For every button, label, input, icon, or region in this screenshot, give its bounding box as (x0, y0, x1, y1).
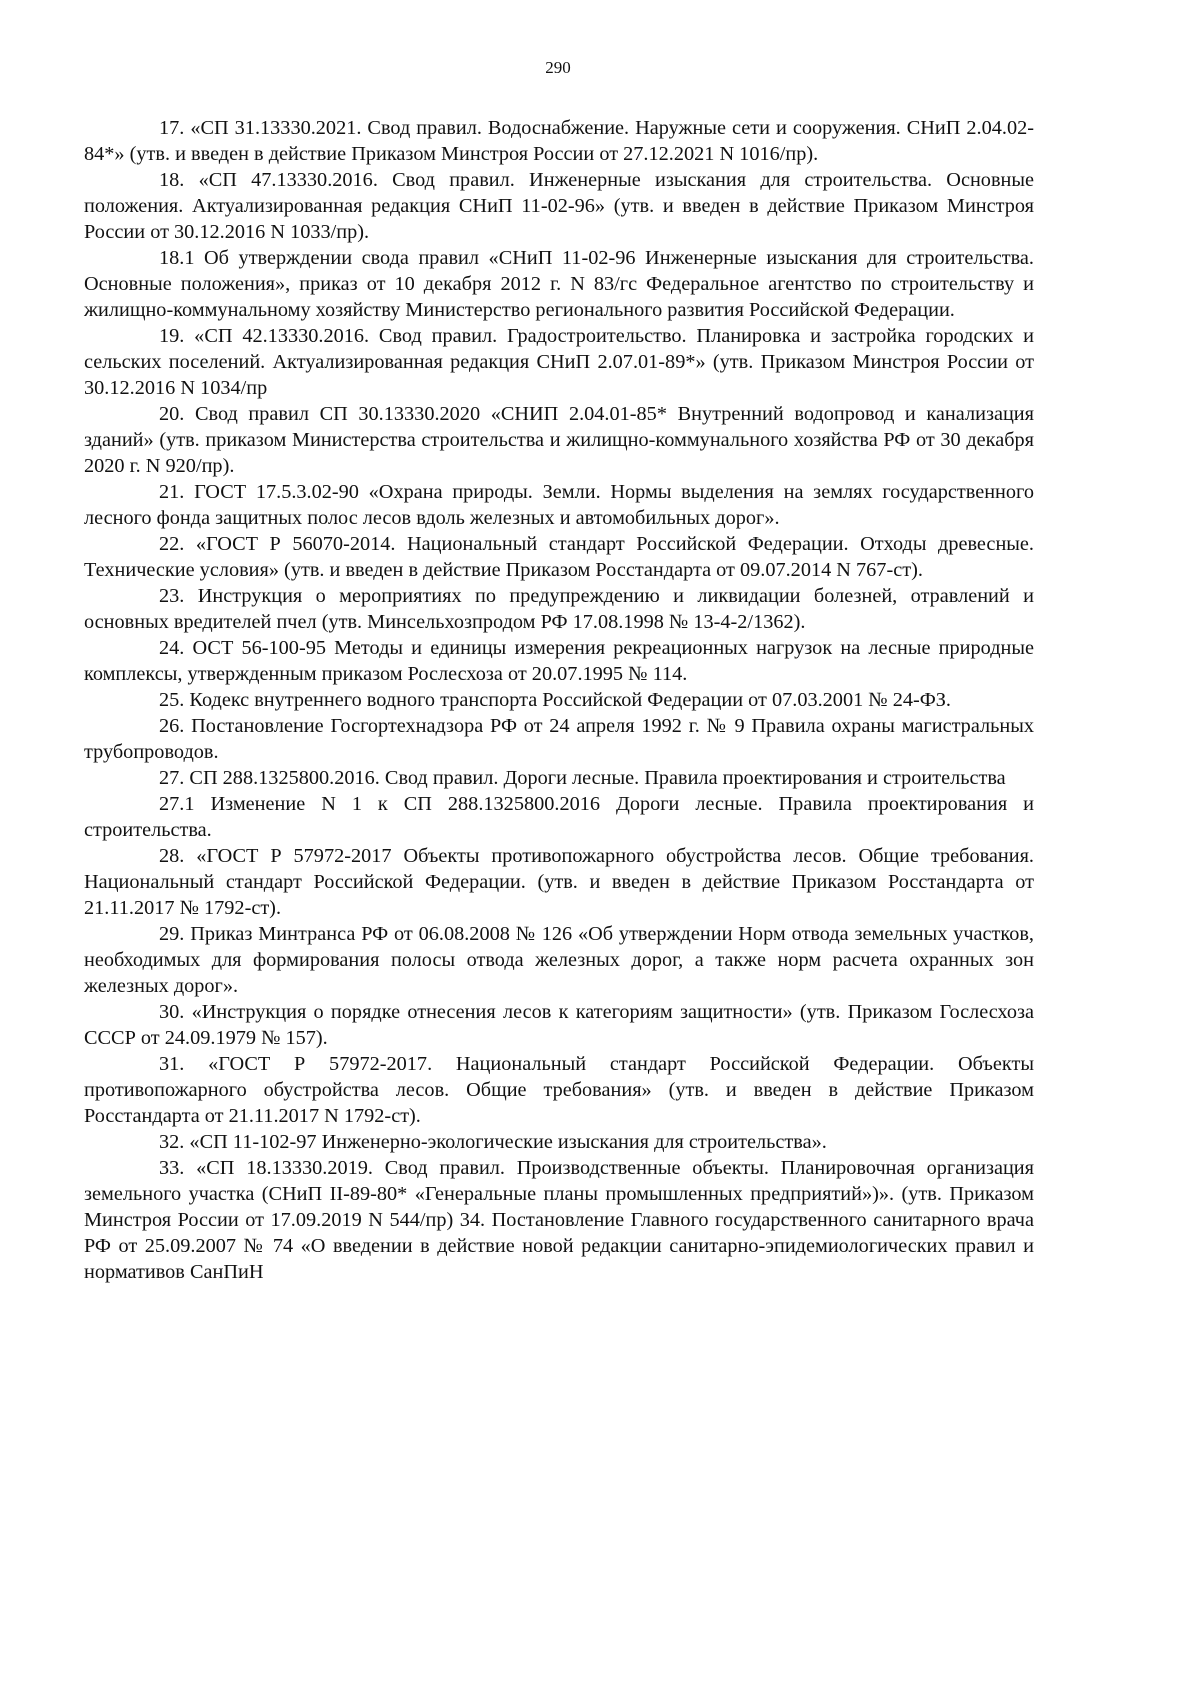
list-item: 22. «ГОСТ Р 56070-2014. Национальный стандарт Российской Федерации. Отходы древесные. Технические условия» (утв. и введен в действие Приказом Росстандарта от 09.07.2014 N 767-ст). (84, 533, 1034, 581)
list-item: 18.1 Об утверждении свода правил «СНиП 11-02-96 Инженерные изыскания для строительства. Основные положения», приказ от 10 декабря 2012 г. N 83/гс Федеральное агентство по строительству и жилищно-коммунальному хозяйству Министерство регионального развития Российской Федерации. (84, 247, 1034, 321)
list-item: 24. ОСТ 56-100-95 Методы и единицы измерения рекреационных нагрузок на лесные природные комплексы, утвержденным приказом Рослесхоза от 20.07.1995 № 114. (84, 637, 1034, 685)
list-item: 17. «СП 31.13330.2021. Свод правил. Водоснабжение. Наружные сети и сооружения. СНиП 2.04.02-84*» (утв. и введен в действие Приказом Минстроя России от 27.12.2021 N 1016/пр). (84, 117, 1034, 165)
list-item: 30. «Инструкция о порядке отнесения лесов к категориям защитности» (утв. Приказом Гослесхоза СССР от 24.09.1979 № 157). (84, 1001, 1034, 1049)
document-body (84, 115, 1034, 1285)
list-item: 20. Свод правил СП 30.13330.2020 «СНИП 2.04.01-85* Внутренний водопровод и канализация зданий» (утв. приказом Министерства строительства и жилищно-коммунального хозяйства РФ от 30 декабря 2020 г. N 920/пр). (84, 403, 1034, 477)
list-item: 28. «ГОСТ Р 57972-2017 Объекты противопожарного обустройства лесов. Общие требования. Национальный стандарт Российской Федерации. (утв. и введен в действие Приказом Росстандарта от 21.11.2017 № 1792-ст). (84, 845, 1034, 919)
list-item: 18. «СП 47.13330.2016. Свод правил. Инженерные изыскания для строительства. Основные положения. Актуализированная редакция СНиП 11-02-96» (утв. и введен в действие Приказом Минстроя России от 30.12.2016 N 1033/пр). (84, 169, 1034, 243)
list-item: 29. Приказ Минтранса РФ от 06.08.2008 № 126 «Об утверждении Норм отвода земельных участков, необходимых для формирования полосы отвода железных дорог, а также норм расчета охранных зон железных дорог». (84, 923, 1034, 997)
list-item: 21. ГОСТ 17.5.3.02-90 «Охрана природы. Земли. Нормы выделения на землях государственного лесного фонда защитных полос лесов вдоль железных и автомобильных дорог». (84, 481, 1034, 529)
list-item: 23. Инструкция о мероприятиях по предупреждению и ликвидации болезней, отравлений и основных вредителей пчел (утв. Минсельхозпродом РФ 17.08.1998 № 13-4-2/1362). (84, 585, 1034, 633)
list-item: 32. «СП 11-102-97 Инженерно-экологические изыскания для строительства». (159, 1131, 827, 1153)
list-item: 25. Кодекс внутреннего водного транспорта Российской Федерации от 07.03.2001 № 24-ФЗ. (159, 689, 952, 711)
list-item: 31. «ГОСТ Р 57972-2017. Национальный стандарт Российской Федерации. Объекты противопожарного обустройства лесов. Общие требования» (утв. и введен в действие Приказом Росстандарта от 21.11.2017 N 1792-ст). (84, 1053, 1034, 1127)
list-item: 26. Постановление Госгортехнадзора РФ от 24 апреля 1992 г. № 9 Правила охраны магистральных трубопроводов. (84, 715, 1034, 763)
page-number: 290 (545, 58, 571, 77)
list-item: 33. «СП 18.13330.2019. Свод правил. Производственные объекты. Планировочная организация земельного участка (СНиП II-89-80* «Генеральные планы промышленных предприятий»)». (утв. Приказом Минстроя России от 17.09.2019 N 544/пр) 34. Постановление Главного государственного санитарного врача РФ от 25.09.2007 № 74 «О введении в действие новой редакции санитарно-эпидемиологических правил и нормативов СанПиН (84, 1157, 1034, 1283)
list-item: 27. СП 288.1325800.2016. Свод правил. Дороги лесные. Правила проектирования и строительства (159, 767, 1006, 789)
list-item: 27.1 Изменение N 1 к СП 288.1325800.2016 Дороги лесные. Правила проектирования и строительства. (84, 793, 1034, 841)
list-item: 19. «СП 42.13330.2016. Свод правил. Градостроительство. Планировка и застройка городских и сельских поселений. Актуализированная редакция СНиП 2.07.01-89*» (утв. Приказом Минстроя России от 30.12.2016 N 1034/пр (84, 325, 1034, 399)
